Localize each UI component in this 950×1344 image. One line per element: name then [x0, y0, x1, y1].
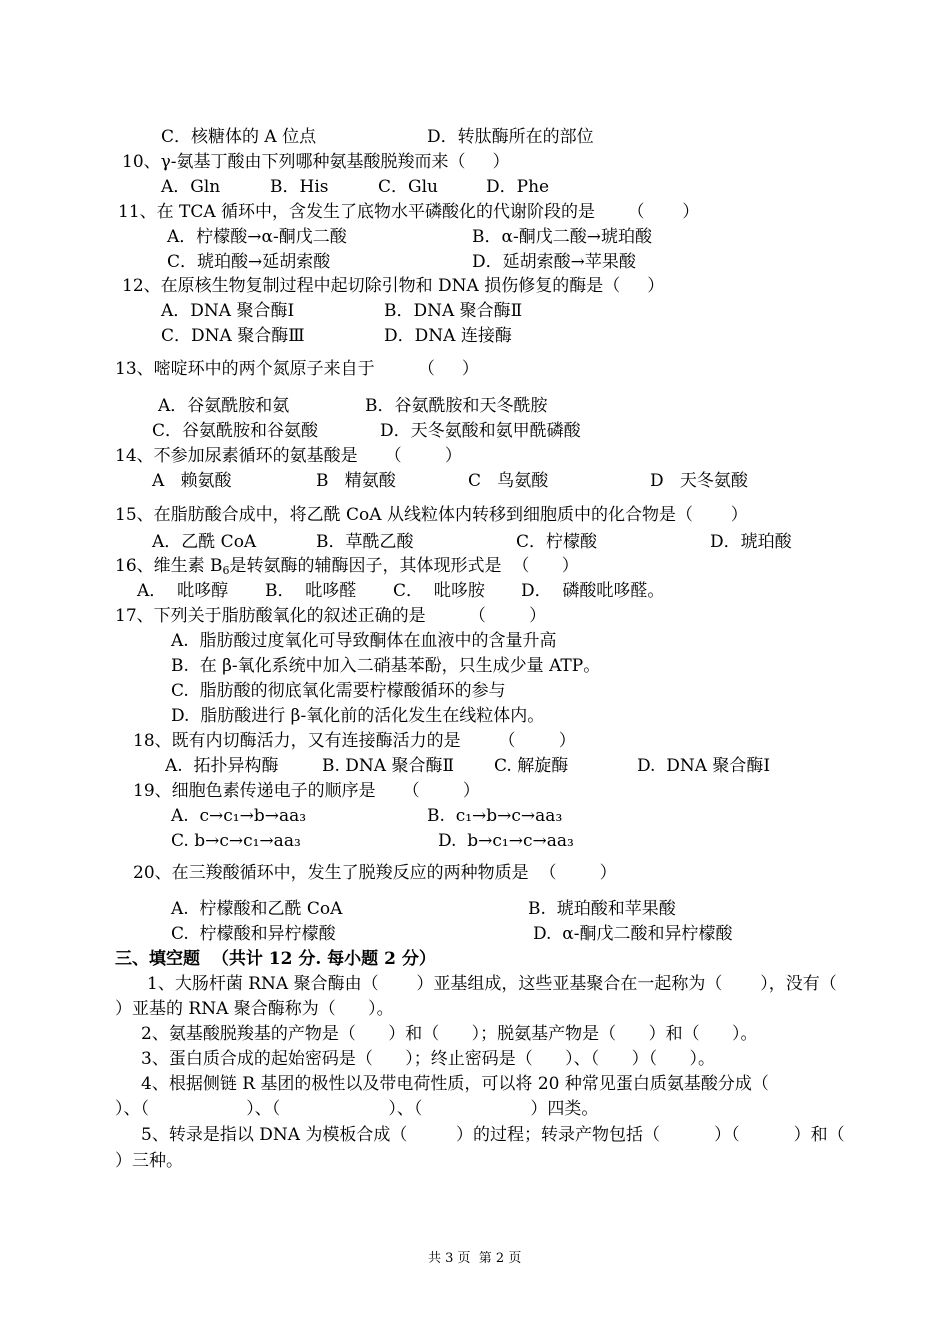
q16-stem	[115, 555, 579, 577]
page-footer: 共 3 页 第 2 页	[428, 1251, 522, 1266]
q14-option-b: B 精氨酸	[316, 471, 396, 491]
fill-1-line-2: ）亚基的 RNA 聚合酶称为（ ）。	[115, 999, 394, 1019]
q19-option-c: C. b→c→c₁→aa₃	[171, 831, 301, 851]
q10-option-d: D．Phe	[486, 177, 550, 197]
q17-option-a: A. 脂肪酸过度氧化可导致酮体在血液中的含量升高	[171, 631, 557, 651]
q12-option-b: B．DNA 聚合酶Ⅱ	[384, 301, 523, 321]
q20-option-c: C. 柠檬酸和异柠檬酸	[171, 924, 336, 944]
fill-1-line-1: 1、大肠杆菌 RNA 聚合酶由（ ）亚基组成，这些亚基聚合在一起称为（ ），没有（	[147, 974, 837, 994]
q10-stem: 10、γ-氨基丁酸由下列哪种氨基酸脱羧而来（ ）	[122, 152, 510, 172]
q12-option-d: D．DNA 连接酶	[384, 326, 512, 346]
q10-option-a: A．Gln	[161, 177, 221, 197]
q20-option-a: A. 柠檬酸和乙酰 CoA	[171, 899, 343, 919]
q10-option-c: C．Glu	[378, 177, 438, 197]
q15-stem: 15、在脂肪酸合成中，将乙酰 CoA 从线粒体内转移到细胞质中的化合物是（ ）	[115, 505, 748, 525]
q11-option-d: D．延胡索酸→苹果酸	[472, 252, 636, 272]
q14-option-c: C 鸟氨酸	[468, 471, 549, 491]
q18-option-d: D. DNA 聚合酶Ⅰ	[637, 756, 771, 776]
q16-option-b: B． 吡哆醛	[265, 581, 357, 601]
fill-4-line-1: 4、根据侧链 R 基团的极性以及带电荷性质，可以将 20 种常见蛋白质氨基酸分成（	[141, 1074, 769, 1094]
q11-option-c: C．琥珀酸→延胡索酸	[167, 252, 331, 272]
q17-option-b: B. 在 β-氧化系统中加入二硝基苯酚，只生成少量 ATP。	[171, 656, 601, 676]
q18-option-c: C. 解旋酶	[494, 756, 569, 776]
q11-option-a: A．柠檬酸→α-酮戊二酸	[167, 227, 347, 247]
q19-option-b: B. c₁→b→c→aa₃	[427, 806, 563, 826]
q18-stem: 18、既有内切酶活力，又有连接酶活力的是 （ ）	[133, 731, 576, 751]
q18-option-a: A. 拓扑异构酶	[165, 756, 279, 776]
q13-option-b: B．谷氨酰胺和天冬酰胺	[365, 396, 548, 416]
q13-option-d: D．天冬氨酸和氨甲酰磷酸	[380, 421, 581, 441]
q17-option-c: C. 脂肪酸的彻底氧化需要柠檬酸循环的参与	[171, 681, 506, 701]
q17-stem: 17、下列关于脂肪酸氧化的叙述正确的是 （ ）	[115, 606, 547, 626]
q15-option-c: C．柠檬酸	[516, 532, 598, 552]
fill-5-line-2: ）三种。	[115, 1151, 183, 1171]
q12-option-c: C．DNA 聚合酶Ⅲ	[161, 326, 305, 346]
fill-3: 3、蛋白质合成的起始密码是（ ）；终止密码是（ ）、（ ）（ ）。	[141, 1049, 716, 1069]
q14-option-d: D 天冬氨酸	[650, 471, 748, 491]
q9-option-d: D．转肽酶所在的部位	[427, 127, 594, 147]
q19-option-a: A. c→c₁→b→aa₃	[171, 806, 307, 826]
q10-option-b: B．His	[270, 177, 329, 197]
fill-4-line-2: ）、（ ）、（ ）、（ ）四类。	[115, 1099, 599, 1119]
q16-stem-tail: 是转氨酶的辅酶因子，其体现形式是 （ ）	[229, 556, 579, 576]
q16-stem-text: 16、维生素 B	[115, 556, 223, 576]
fill-5-line-1: 5、转录是指以 DNA 为模板合成（ ）的过程；转录产物包括（ ）（ ）和（	[141, 1125, 845, 1145]
q12-stem: 12、在原核生物复制过程中起切除引物和 DNA 损伤修复的酶是（ ）	[122, 276, 665, 296]
q20-stem: 20、在三羧酸循环中，发生了脱羧反应的两种物质是 （ ）	[133, 863, 617, 883]
q14-option-a: A 赖氨酸	[152, 471, 232, 491]
q17-option-d: D. 脂肪酸进行 β-氧化前的活化发生在线粒体内。	[171, 706, 545, 726]
q20-option-b: B. 琥珀酸和苹果酸	[528, 899, 676, 919]
q18-option-b: B. DNA 聚合酶Ⅱ	[322, 756, 455, 776]
q19-option-d: D. b→c₁→c→aa₃	[438, 831, 574, 851]
q16-option-a: A． 吡哆醇	[137, 581, 229, 601]
q14-stem: 14、不参加尿素循环的氨基酸是 （ ）	[115, 446, 462, 466]
fill-2: 2、氨基酸脱羧基的产物是（ ）和（ ）；脱氨基产物是（ ）和（ ）。	[141, 1024, 758, 1044]
q11-stem: 11、在 TCA 循环中，含发生了底物水平磷酸化的代谢阶段的是 （ ）	[118, 202, 700, 222]
q15-option-b: B．草酰乙酸	[316, 532, 414, 552]
q15-option-a: A．乙酰 CoA	[152, 532, 257, 552]
q12-option-a: A．DNA 聚合酶Ⅰ	[161, 301, 295, 321]
q16-option-d: D． 磷酸吡哆醛。	[521, 581, 665, 601]
q13-option-c: C．谷氨酰胺和谷氨酸	[152, 421, 319, 441]
q16-stem-subscript: 6	[222, 564, 230, 577]
q11-option-b: B．α-酮戊二酸→琥珀酸	[472, 227, 652, 247]
q19-stem: 19、细胞色素传递电子的顺序是 （ ）	[133, 781, 480, 801]
q9-option-c: C．核糖体的 A 位点	[161, 127, 317, 147]
q13-stem: 13、嘧啶环中的两个氮原子来自于 （ ）	[115, 359, 479, 379]
q15-option-d: D．琥珀酸	[710, 532, 792, 552]
q20-option-d: D. α-酮戊二酸和异柠檬酸	[533, 924, 733, 944]
q16-option-c: C． 吡哆胺	[393, 581, 485, 601]
section-3-title: 三、填空题 （共计 12 分. 每小题 2 分）	[115, 949, 436, 969]
q13-option-a: A．谷氨酰胺和氨	[158, 396, 290, 416]
